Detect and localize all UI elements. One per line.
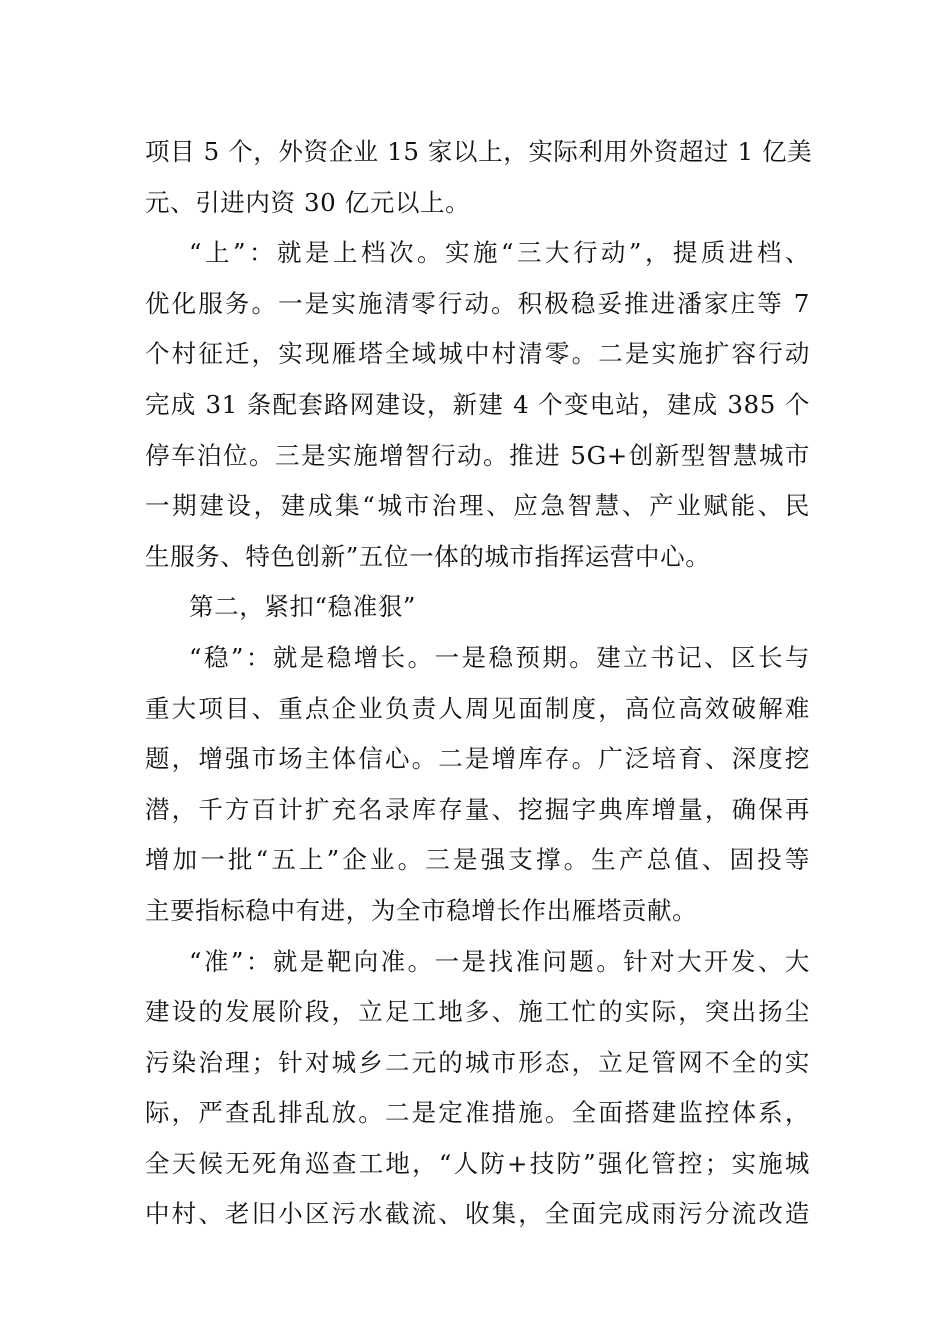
paragraph-line: 元、引进内资 30 亿元以上。 xyxy=(145,187,471,217)
paragraph-line: 优化服务。一是实施清零行动。积极稳妥推进潘家庄等 7 xyxy=(145,288,810,318)
paragraph-line: 完成 31 条配套路网建设，新建 4 个变电站，建成 385 个 xyxy=(145,389,810,419)
paragraph-line: 题，增强市场主体信心。二是增库存。广泛培育、深度挖 xyxy=(145,744,810,774)
paragraph xyxy=(145,127,813,228)
paragraph-line: 建设的发展阶段，立足工地多、施工忙的实际，突出扬尘 xyxy=(145,997,810,1027)
paragraph-line: 重大项目、重点企业负责人周见面制度，高位高效破解难 xyxy=(145,693,810,723)
paragraph-line: 项目 5 个，外资企业 15 家以上，实际利用外资超过 1 亿美 xyxy=(145,137,813,166)
paragraph xyxy=(145,228,810,582)
body-text xyxy=(145,127,813,1240)
paragraph-line: 一期建设，建成集“城市治理、应急智慧、产业赋能、民 xyxy=(145,491,810,521)
paragraph-line: 污染治理；针对城乡二元的城市形态，立足管网不全的实 xyxy=(145,1047,810,1077)
paragraph-line: 增加一批“五上”企业。三是强支撑。生产总值、固投等 xyxy=(145,845,810,875)
paragraph-line: 生服务、特色创新”五位一体的城市指挥运营中心。 xyxy=(145,541,711,571)
paragraph xyxy=(145,937,810,1241)
paragraph-line: 第二，紧扣“稳准狠” xyxy=(189,592,417,622)
paragraph xyxy=(145,633,810,937)
paragraph-line: 际，严查乱排乱放。二是定准措施。全面搭建监控体系， xyxy=(145,1098,810,1128)
paragraph-line: 个村征迁，实现雁塔全域城中村清零。二是实施扩容行动 xyxy=(145,339,810,369)
paragraph-line: 停车泊位。三是实施增智行动。推进 5G+创新型智慧城市 xyxy=(145,440,810,470)
paragraph-line: “上”：就是上档次。实施“三大行动”，提质进档、 xyxy=(189,238,810,268)
paragraph-line: 潜，千方百计扩充名录库存量、挖掘字典库增量，确保再 xyxy=(145,794,810,824)
paragraph-line: 主要指标稳中有进，为全市稳增长作出雁塔贡献。 xyxy=(145,895,698,925)
paragraph-line: 全天候无死角巡查工地，“人防+技防”强化管控；实施城 xyxy=(145,1148,810,1178)
paragraph-line: “准”：就是靶向准。一是找准问题。针对大开发、大 xyxy=(189,946,810,976)
paragraph-line: 中村、老旧小区污水截流、收集，全面完成雨污分流改造 xyxy=(145,1199,810,1229)
paragraph xyxy=(145,582,810,633)
paragraph-line: “稳”：就是稳增长。一是稳预期。建立书记、区长与 xyxy=(189,642,810,672)
